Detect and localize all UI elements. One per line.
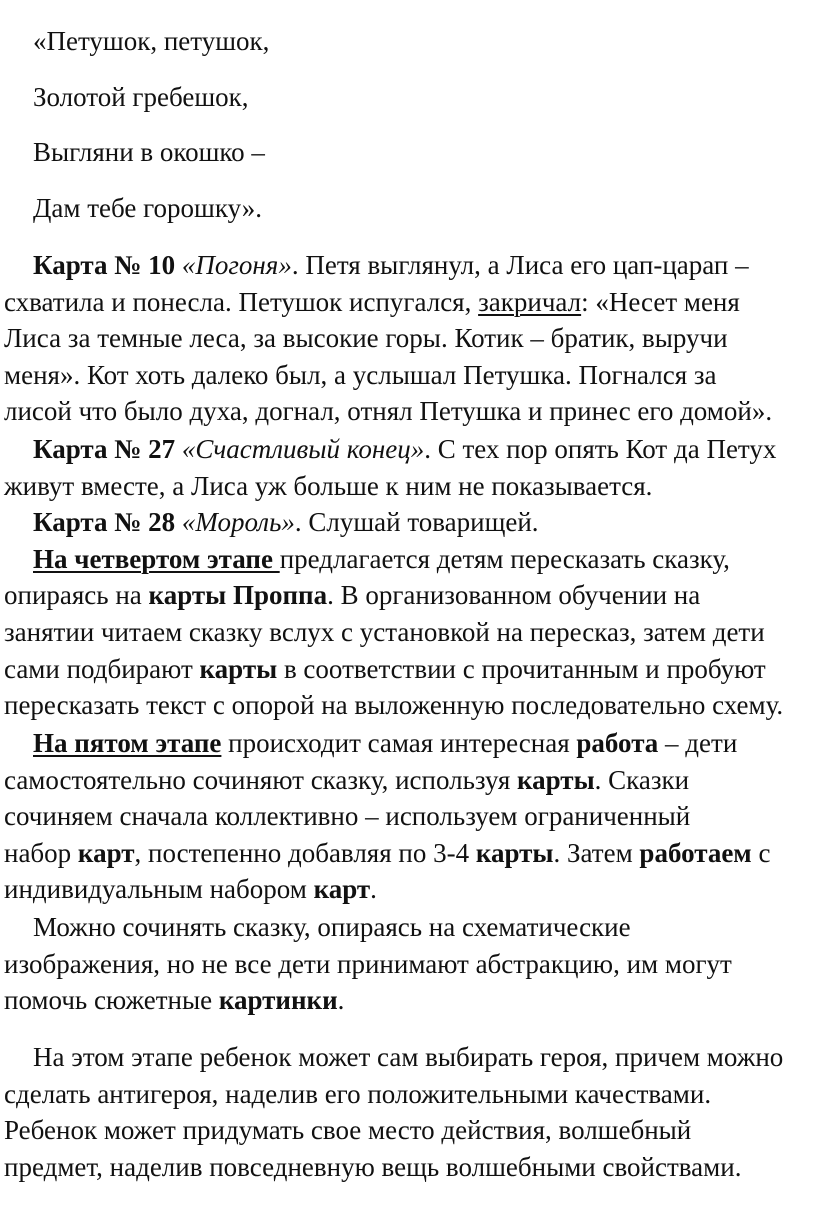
stage5-text-4a: набор [4, 838, 78, 868]
stage5-line-5 [4, 872, 377, 906]
schemes-line-2 [4, 947, 732, 981]
stage4-line-4 [4, 652, 766, 686]
schemes-line-3 [4, 983, 344, 1017]
hero-text-1: На этом этапе ребенок может сам выбирать героя, причем можно [33, 1042, 784, 1072]
card10-text-1: . Петя выглянул, а Лиса его цап-царап – [291, 250, 749, 280]
card27-text-1: . С тех пор опять Кот да Петух [424, 434, 777, 464]
stage5-text-1a: происходит самая интересная [221, 728, 577, 758]
stage5-bold-work: работа [576, 728, 659, 758]
poem-line-1 [33, 24, 269, 58]
card27-line-2 [4, 469, 652, 503]
card10-label: Карта № 10 [33, 250, 176, 280]
card27-name: «Счастливый конец» [181, 434, 425, 464]
stage4-label: На четвертом этапе [33, 544, 280, 574]
stage5-text-5c: . [370, 874, 377, 904]
card10-text-2-end: : «Несет меня [581, 287, 740, 317]
card10-text-4: меня». Кот хоть далеко был, а услышал Петушка. Погнался за [4, 360, 717, 390]
poem-line-4 [33, 191, 262, 225]
schemes-text-3a: помочь сюжетные [4, 985, 219, 1015]
card10-underlined-word: закричал [478, 287, 582, 317]
card27-label: Карта № 27 [33, 434, 176, 464]
stage4-line-1 [33, 542, 730, 576]
schemes-text-2: изображения, но не все дети принимают абстракцию, им могут [4, 949, 732, 979]
stage5-text-5a: индивидуальным набором [4, 874, 314, 904]
stage5-label: На пятом этапе [33, 728, 222, 758]
stage4-text-4c: в соответствии с прочитанным и пробуют [277, 654, 766, 684]
stage4-bold-cards: карты [199, 654, 278, 684]
schemes-bold-pictures: картинки [218, 985, 338, 1015]
stage4-text-5: пересказать текст с опорой на выложенную последовательно схему. [4, 690, 784, 720]
card10-line-1 [33, 248, 749, 282]
stage5-text-4e: . Затем [553, 838, 640, 868]
card10-text-3: Лиса за темные леса, за высокие горы. Котик – братик, выручи [4, 323, 728, 353]
stage4-text-3: занятии читаем сказку вслух с установкой на пересказ, затем дети [4, 617, 765, 647]
poem-line-4-text: Дам тебе горошку». [33, 193, 262, 223]
stage5-line-2 [4, 763, 689, 797]
stage4-bold-propp-cards: карты Проппа [148, 580, 328, 610]
hero-line-4 [4, 1150, 741, 1184]
hero-line-3 [4, 1113, 691, 1147]
card10-line-3 [4, 321, 728, 355]
hero-text-3: Ребенок может придумать свое место действия, волшебный [4, 1115, 692, 1145]
card10-line-2 [4, 285, 740, 319]
stage5-text-4g: с [751, 838, 771, 868]
stage5-text-4c: , постепенно добавляя по 3-4 [134, 838, 476, 868]
stage4-line-3 [4, 615, 765, 649]
card10-line-5 [4, 394, 772, 428]
schemes-text-3c: . [337, 985, 345, 1015]
stage5-bold-we-work: работаем [639, 838, 752, 868]
poem-line-1-text: «Петушок, петушок, [33, 26, 270, 56]
stage4-text-2c: . В организованном обучении на [327, 580, 701, 610]
hero-line-2 [4, 1077, 711, 1111]
stage5-bold-cards-2: карты [475, 838, 554, 868]
hero-text-2: сделать антигероя, наделив его положительными качествами. [4, 1079, 712, 1109]
stage4-line-2 [4, 578, 700, 612]
card10-line-4 [4, 358, 717, 392]
card10-text-5: лисой что было духа, догнал, отнял Петушка и принес его домой». [4, 396, 773, 426]
stage5-line-1 [33, 726, 737, 760]
stage4-text-1: предлагается детям пересказать сказку, [279, 544, 730, 574]
card27-text-2: живут вместе, а Лиса уж больше к ним не показывается. [4, 471, 653, 501]
hero-text-4: предмет, наделив повседневную вещь волшебными свойствами. [4, 1152, 742, 1182]
poem-line-3-text: Выгляни в окошко – [33, 137, 265, 167]
card27-line-1 [33, 432, 776, 466]
card10-name: «Погоня» [181, 250, 292, 280]
stage5-line-3 [4, 799, 690, 833]
poem-line-2-text: Золотой гребешок, [33, 82, 249, 112]
schemes-text-1: Можно сочинять сказку, опираясь на схематические [33, 912, 631, 942]
card28-label: Карта № 28 [33, 507, 176, 537]
stage5-text-3: сочиняем сначала коллективно – используем ограниченный [4, 801, 691, 831]
stage5-line-4 [4, 836, 770, 870]
stage4-text-2a: опираясь на [4, 580, 149, 610]
hero-line-1 [33, 1040, 783, 1074]
card10-text-2: схватила и понесла. Петушок испугался, [4, 287, 479, 317]
stage5-bold-cards-1: карты [517, 765, 595, 795]
card28-text-1: . Слушай товарищей. [294, 507, 539, 537]
stage4-line-5 [4, 688, 783, 722]
card28-name: «Мороль» [181, 507, 295, 537]
stage5-text-2c: . Сказки [594, 765, 690, 795]
stage4-text-4a: сами подбирают [4, 654, 200, 684]
stage5-text-1c: – дети [658, 728, 738, 758]
stage5-text-2a: самостоятельно сочиняют сказку, используя [4, 765, 517, 795]
poem-line-2 [33, 80, 249, 114]
stage5-bold-cards-3: карт [313, 874, 371, 904]
card28-line-1 [33, 505, 539, 539]
schemes-line-1 [33, 910, 631, 944]
stage5-bold-card-set: карт [77, 838, 135, 868]
poem-line-3 [33, 135, 265, 169]
